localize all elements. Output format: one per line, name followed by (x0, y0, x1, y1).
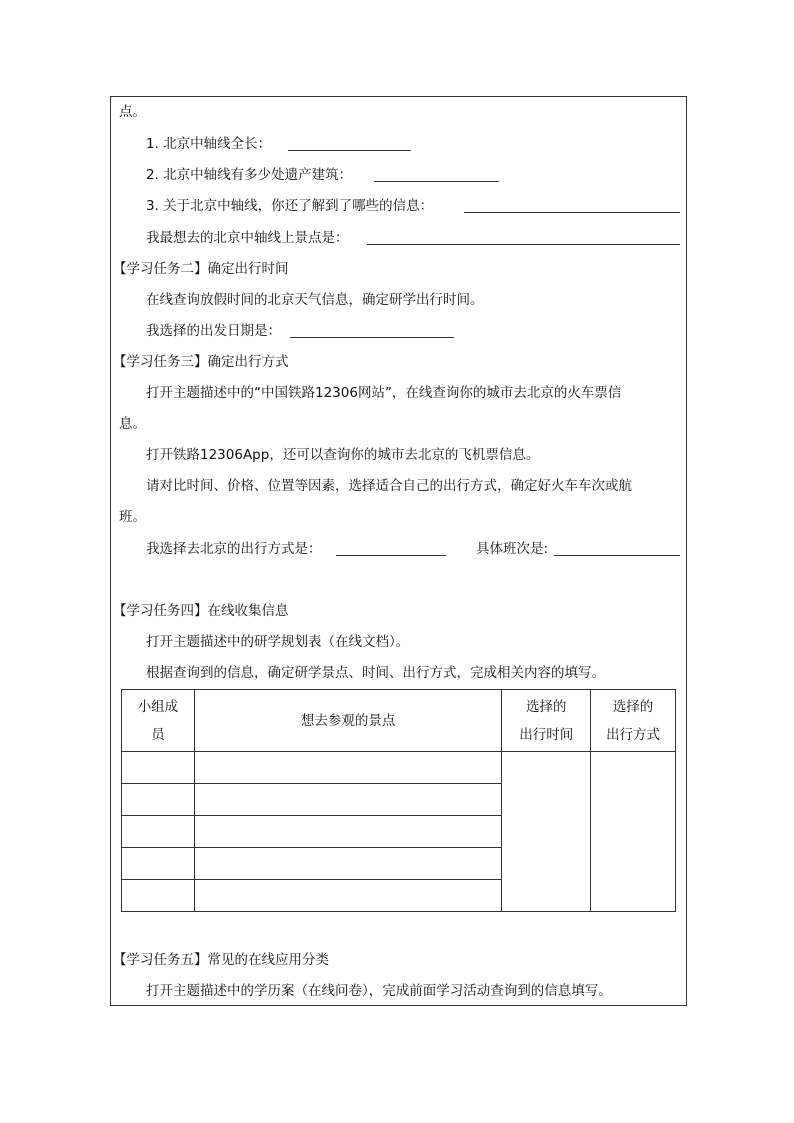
table-row (122, 752, 676, 784)
task3-paragraph1-line1: 打开主题描述中的“中国铁路12306网站”，在线查询你的城市去北京的火车票信 (146, 385, 622, 401)
task4-heading: 【学习任务四】在线收集信息 (113, 603, 289, 619)
member-cell[interactable] (122, 816, 195, 848)
task2-instruction: 在线查询放假时间的北京天气信息，确定研学出行时间。 (146, 292, 484, 308)
header-attractions: 想去参观的景点 (194, 690, 501, 752)
task4-paragraph2: 根据查询到的信息，确定研学景点、时间、出行方式，完成相关内容的填写。 (146, 665, 605, 681)
member-cell[interactable] (122, 880, 195, 912)
intro-tail: 点。 (119, 104, 146, 120)
task3-paragraph2: 打开铁路12306App，还可以查询你的城市去北京的飞机票信息。 (146, 447, 540, 463)
question-favorite-spot: 我最想去的北京中轴线上景点是： (146, 230, 349, 246)
table-header-row (122, 690, 676, 752)
header-travel-time: 选择的 出行时间 (502, 690, 591, 752)
attraction-cell[interactable] (194, 816, 501, 848)
attraction-cell[interactable] (194, 848, 501, 880)
attraction-cell[interactable] (194, 784, 501, 816)
header-group-member: 小组成 员 (122, 690, 195, 752)
answer-blank-axis-length[interactable] (288, 150, 411, 151)
research-plan-table (121, 689, 676, 912)
question-heritage-count: 2. 北京中轴线有多少处遗产建筑： (146, 167, 353, 183)
member-cell[interactable] (122, 752, 195, 784)
answer-blank-other-info[interactable] (464, 212, 680, 213)
task3-paragraph1-line2: 息。 (119, 416, 146, 432)
question-axis-length: 1. 北京中轴线全长： (146, 136, 272, 152)
schedule-number-label: 具体班次是: (476, 541, 549, 557)
header-travel-mode: 选择的 出行方式 (591, 690, 676, 752)
task5-paragraph1: 打开主题描述中的学历案（在线问卷），完成前面学习活动查询到的信息填写。 (146, 983, 612, 999)
answer-blank-departure-date[interactable] (290, 337, 454, 338)
answer-blank-heritage-count[interactable] (374, 181, 499, 182)
question-other-info: 3. 关于北京中轴线，你还了解到了哪些的信息： (146, 198, 434, 214)
travel-time-cell[interactable] (502, 752, 591, 912)
member-cell[interactable] (122, 784, 195, 816)
answer-blank-schedule-number[interactable] (554, 555, 680, 556)
answer-blank-favorite-spot[interactable] (367, 244, 680, 245)
attraction-cell[interactable] (194, 752, 501, 784)
task4-paragraph1: 打开主题描述中的研学规划表（在线文档）。 (146, 634, 410, 650)
task3-paragraph3-line2: 班。 (119, 509, 146, 525)
travel-mode-label: 我选择去北京的出行方式是： (146, 541, 322, 557)
answer-blank-travel-mode[interactable] (336, 555, 446, 556)
task3-heading: 【学习任务三】确定出行方式 (113, 354, 289, 370)
task5-heading: 【学习任务五】常见的在线应用分类 (113, 952, 329, 968)
attraction-cell[interactable] (194, 880, 501, 912)
travel-mode-cell[interactable] (591, 752, 676, 912)
task3-paragraph3-line1: 请对比时间、价格、位置等因素，选择适合自己的出行方式，确定好火车车次或航 (146, 478, 632, 494)
departure-date-label: 我选择的出发日期是： (146, 323, 281, 339)
task2-heading: 【学习任务二】确定出行时间 (113, 261, 289, 277)
member-cell[interactable] (122, 848, 195, 880)
